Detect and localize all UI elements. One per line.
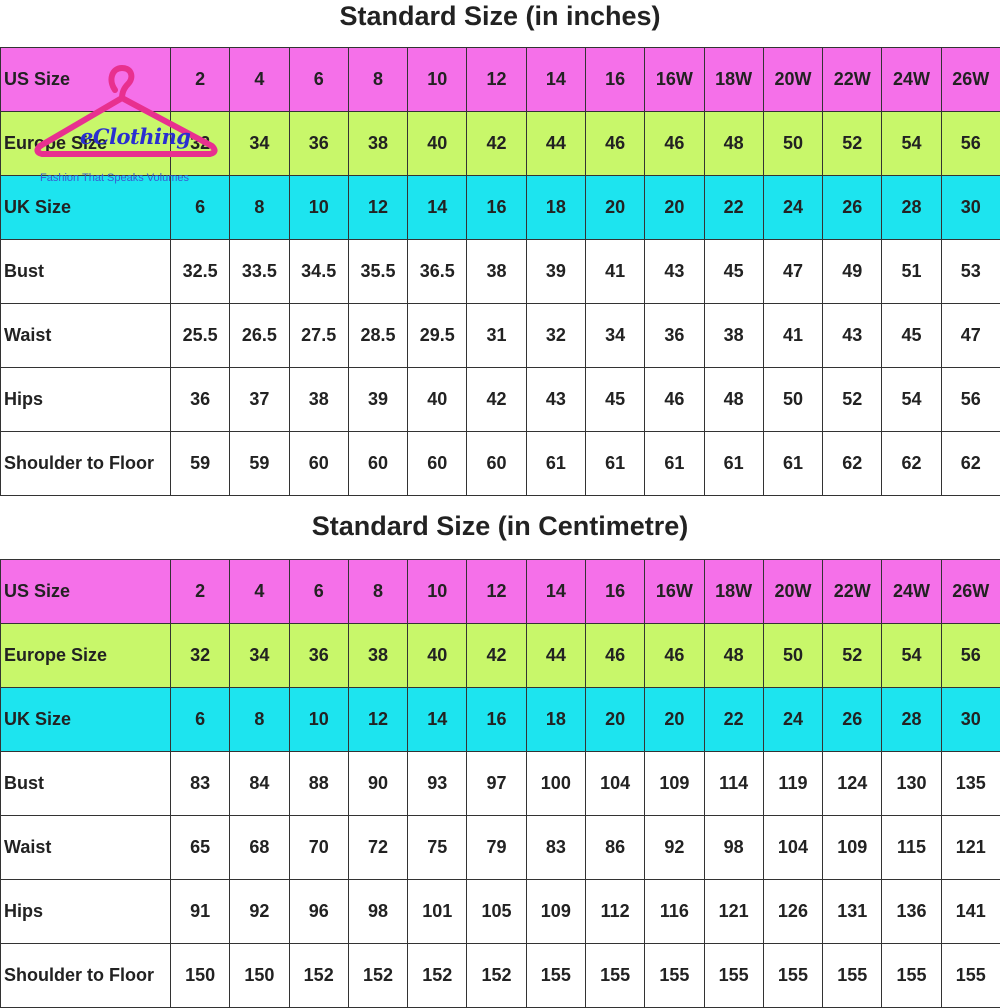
table-cell: 135 — [941, 752, 1000, 816]
table-cell: 16W — [645, 560, 704, 624]
table-cell: 84 — [230, 752, 289, 816]
table-cell: 4 — [230, 48, 289, 112]
table-cell: 92 — [645, 816, 704, 880]
table-cell: 50 — [763, 368, 822, 432]
table-cell: 42 — [467, 368, 526, 432]
waist-row — [1, 304, 1000, 368]
table-cell: 33.5 — [230, 240, 289, 304]
table-cell: 22W — [823, 560, 882, 624]
table-cell: 130 — [882, 752, 941, 816]
table-cell: 70 — [289, 816, 348, 880]
table-cell: 62 — [882, 432, 941, 496]
table-cell: 152 — [289, 944, 348, 1008]
table-cell: 30 — [941, 688, 1000, 752]
table-cell: 51 — [882, 240, 941, 304]
table-cell: 152 — [348, 944, 407, 1008]
table-cell: 38 — [348, 112, 407, 176]
table-cell: 34 — [585, 304, 644, 368]
uk-size-row — [1, 176, 1000, 240]
table-cell: 26W — [941, 48, 1000, 112]
table-cell: 48 — [704, 368, 763, 432]
table-cell: 26.5 — [230, 304, 289, 368]
table-cell: 18W — [704, 560, 763, 624]
row-label: Europe Size — [1, 112, 171, 176]
table-cell: 40 — [408, 112, 467, 176]
table-cell: 59 — [230, 432, 289, 496]
table-cell: 26W — [941, 560, 1000, 624]
table-cell: 56 — [941, 368, 1000, 432]
us-size-row — [1, 48, 1000, 112]
row-label: Bust — [1, 240, 171, 304]
table-cell: 136 — [882, 880, 941, 944]
table-cell: 45 — [704, 240, 763, 304]
table-cell: 96 — [289, 880, 348, 944]
brand-tagline: Fashion That Speaks Volumes — [40, 172, 189, 184]
table-cell: 12 — [348, 688, 407, 752]
table-cell: 42 — [467, 112, 526, 176]
table-cell: 42 — [467, 624, 526, 688]
table-cell: 8 — [230, 688, 289, 752]
table-cell: 10 — [289, 176, 348, 240]
table-cell: 155 — [941, 944, 1000, 1008]
table-cell: 32 — [171, 624, 230, 688]
shoulder-to-floor-row — [1, 944, 1000, 1008]
row-label: US Size — [1, 560, 171, 624]
table-cell: 152 — [467, 944, 526, 1008]
table-cell: 12 — [348, 176, 407, 240]
table-cell: 49 — [823, 240, 882, 304]
europe-size-row — [1, 624, 1000, 688]
table-cell: 43 — [645, 240, 704, 304]
table-cell: 24W — [882, 560, 941, 624]
table-cell: 115 — [882, 816, 941, 880]
table-cell: 28 — [882, 688, 941, 752]
table-cell: 60 — [467, 432, 526, 496]
table-cell: 14 — [408, 176, 467, 240]
table-cell: 20W — [763, 560, 822, 624]
table-cell: 18 — [526, 176, 585, 240]
table-cell: 31 — [467, 304, 526, 368]
table-cell: 41 — [585, 240, 644, 304]
table-cell: 34 — [230, 624, 289, 688]
uk-size-row — [1, 688, 1000, 752]
table-cell: 62 — [823, 432, 882, 496]
table-cell: 124 — [823, 752, 882, 816]
hips-row — [1, 368, 1000, 432]
table-cell: 48 — [704, 624, 763, 688]
table-cell: 14 — [408, 688, 467, 752]
table-cell: 18W — [704, 48, 763, 112]
table-cell: 60 — [289, 432, 348, 496]
table-cell: 29.5 — [408, 304, 467, 368]
table-cell: 32.5 — [171, 240, 230, 304]
table-cell: 131 — [823, 880, 882, 944]
table-cell: 46 — [645, 112, 704, 176]
table-cell: 6 — [289, 560, 348, 624]
centimetre-size-table — [0, 559, 1000, 1008]
table-cell: 20W — [763, 48, 822, 112]
table-cell: 45 — [585, 368, 644, 432]
table-cell: 40 — [408, 368, 467, 432]
table-cell: 155 — [526, 944, 585, 1008]
table-cell: 27.5 — [289, 304, 348, 368]
table-cell: 141 — [941, 880, 1000, 944]
table-cell: 45 — [882, 304, 941, 368]
table-cell: 16 — [467, 688, 526, 752]
table-cell: 121 — [704, 880, 763, 944]
inches-table-title: Standard Size (in inches) — [0, 0, 1000, 32]
table-cell: 83 — [171, 752, 230, 816]
table-cell: 104 — [585, 752, 644, 816]
table-cell: 92 — [230, 880, 289, 944]
table-cell: 36.5 — [408, 240, 467, 304]
table-cell: 109 — [823, 816, 882, 880]
europe-size-row — [1, 112, 1000, 176]
shoulder-to-floor-row — [1, 432, 1000, 496]
table-cell: 54 — [882, 624, 941, 688]
inches-size-table — [0, 47, 1000, 496]
table-cell: 88 — [289, 752, 348, 816]
table-cell: 52 — [823, 112, 882, 176]
table-cell: 47 — [763, 240, 822, 304]
table-cell: 61 — [763, 432, 822, 496]
table-cell: 16 — [585, 48, 644, 112]
table-cell: 121 — [941, 816, 1000, 880]
centimetre-table-title: Standard Size (in Centimetre) — [0, 510, 1000, 542]
table-cell: 20 — [645, 688, 704, 752]
table-cell: 36 — [289, 624, 348, 688]
table-cell: 75 — [408, 816, 467, 880]
table-cell: 46 — [585, 624, 644, 688]
table-cell: 109 — [645, 752, 704, 816]
table-cell: 86 — [585, 816, 644, 880]
table-cell: 38 — [289, 368, 348, 432]
table-cell: 101 — [408, 880, 467, 944]
table-cell: 24 — [763, 176, 822, 240]
table-cell: 60 — [408, 432, 467, 496]
table-cell: 155 — [585, 944, 644, 1008]
table-cell: 16 — [467, 176, 526, 240]
table-cell: 18 — [526, 688, 585, 752]
table-cell: 68 — [230, 816, 289, 880]
table-cell: 91 — [171, 880, 230, 944]
table-cell: 39 — [348, 368, 407, 432]
table-cell: 8 — [230, 176, 289, 240]
bust-row — [1, 752, 1000, 816]
table-cell: 16W — [645, 48, 704, 112]
table-cell: 35.5 — [348, 240, 407, 304]
table-cell: 46 — [645, 368, 704, 432]
table-cell: 62 — [941, 432, 1000, 496]
table-cell: 34.5 — [289, 240, 348, 304]
table-cell: 126 — [763, 880, 822, 944]
table-cell: 44 — [526, 112, 585, 176]
table-cell: 50 — [763, 624, 822, 688]
table-cell: 43 — [526, 368, 585, 432]
table-cell: 39 — [526, 240, 585, 304]
table-cell: 26 — [823, 176, 882, 240]
table-cell: 52 — [823, 368, 882, 432]
table-cell: 20 — [585, 688, 644, 752]
table-cell: 119 — [763, 752, 822, 816]
waist-row — [1, 816, 1000, 880]
row-label: Hips — [1, 880, 171, 944]
table-cell: 10 — [408, 48, 467, 112]
table-cell: 8 — [348, 560, 407, 624]
table-cell: 150 — [171, 944, 230, 1008]
table-cell: 60 — [348, 432, 407, 496]
table-cell: 90 — [348, 752, 407, 816]
table-cell: 152 — [408, 944, 467, 1008]
table-cell: 52 — [823, 624, 882, 688]
table-cell: 24 — [763, 688, 822, 752]
table-cell: 104 — [763, 816, 822, 880]
hips-row — [1, 880, 1000, 944]
table-cell: 26 — [823, 688, 882, 752]
table-cell: 56 — [941, 624, 1000, 688]
table-cell: 150 — [230, 944, 289, 1008]
table-cell: 22 — [704, 176, 763, 240]
table-cell: 83 — [526, 816, 585, 880]
row-label: Europe Size — [1, 624, 171, 688]
bust-row — [1, 240, 1000, 304]
table-cell: 40 — [408, 624, 467, 688]
table-cell: 41 — [763, 304, 822, 368]
row-label: UK Size — [1, 176, 171, 240]
table-cell: 8 — [348, 48, 407, 112]
table-cell: 46 — [645, 624, 704, 688]
table-cell: 38 — [704, 304, 763, 368]
table-cell: 93 — [408, 752, 467, 816]
table-cell: 16 — [585, 560, 644, 624]
table-cell: 61 — [526, 432, 585, 496]
table-cell: 2 — [171, 560, 230, 624]
table-cell: 97 — [467, 752, 526, 816]
table-cell: 28.5 — [348, 304, 407, 368]
row-label: UK Size — [1, 688, 171, 752]
table-cell: 6 — [171, 176, 230, 240]
table-cell: 34 — [230, 112, 289, 176]
table-cell: 4 — [230, 560, 289, 624]
table-cell: 50 — [763, 112, 822, 176]
table-cell: 79 — [467, 816, 526, 880]
table-cell: 43 — [823, 304, 882, 368]
table-cell: 98 — [704, 816, 763, 880]
table-cell: 155 — [645, 944, 704, 1008]
table-cell: 47 — [941, 304, 1000, 368]
table-cell: 61 — [704, 432, 763, 496]
table-cell: 155 — [823, 944, 882, 1008]
row-label: Waist — [1, 304, 171, 368]
table-cell: 12 — [467, 560, 526, 624]
table-cell: 105 — [467, 880, 526, 944]
table-cell: 114 — [704, 752, 763, 816]
table-cell: 112 — [585, 880, 644, 944]
table-cell: 46 — [585, 112, 644, 176]
table-cell: 24W — [882, 48, 941, 112]
table-cell: 98 — [348, 880, 407, 944]
table-cell: 20 — [645, 176, 704, 240]
table-cell: 36 — [289, 112, 348, 176]
table-cell: 25.5 — [171, 304, 230, 368]
brand-name: eClothing — [80, 124, 190, 149]
table-cell: 14 — [526, 560, 585, 624]
table-cell: 6 — [171, 688, 230, 752]
table-cell: 10 — [408, 560, 467, 624]
table-cell: 22 — [704, 688, 763, 752]
table-cell: 53 — [941, 240, 1000, 304]
us-size-row — [1, 560, 1000, 624]
table-cell: 14 — [526, 48, 585, 112]
table-cell: 12 — [467, 48, 526, 112]
table-cell: 155 — [704, 944, 763, 1008]
table-cell: 61 — [645, 432, 704, 496]
table-cell: 109 — [526, 880, 585, 944]
table-cell: 65 — [171, 816, 230, 880]
table-cell: 6 — [289, 48, 348, 112]
row-label: Shoulder to Floor — [1, 432, 171, 496]
table-cell: 22W — [823, 48, 882, 112]
table-cell: 37 — [230, 368, 289, 432]
table-cell: 56 — [941, 112, 1000, 176]
row-label: Shoulder to Floor — [1, 944, 171, 1008]
table-cell: 155 — [882, 944, 941, 1008]
table-cell: 38 — [348, 624, 407, 688]
table-cell: 48 — [704, 112, 763, 176]
table-cell: 36 — [171, 368, 230, 432]
table-cell: 155 — [763, 944, 822, 1008]
table-cell: 32 — [526, 304, 585, 368]
table-cell: 54 — [882, 112, 941, 176]
table-cell: 30 — [941, 176, 1000, 240]
table-cell: 44 — [526, 624, 585, 688]
row-label: Hips — [1, 368, 171, 432]
table-cell: 100 — [526, 752, 585, 816]
table-cell: 72 — [348, 816, 407, 880]
row-label: Waist — [1, 816, 171, 880]
row-label: Bust — [1, 752, 171, 816]
table-cell: 32 — [171, 112, 230, 176]
table-cell: 2 — [171, 48, 230, 112]
table-cell: 59 — [171, 432, 230, 496]
table-cell: 38 — [467, 240, 526, 304]
table-cell: 10 — [289, 688, 348, 752]
table-cell: 28 — [882, 176, 941, 240]
table-cell: 116 — [645, 880, 704, 944]
table-cell: 61 — [585, 432, 644, 496]
row-label: US Size — [1, 48, 171, 112]
table-cell: 20 — [585, 176, 644, 240]
table-cell: 54 — [882, 368, 941, 432]
table-cell: 36 — [645, 304, 704, 368]
